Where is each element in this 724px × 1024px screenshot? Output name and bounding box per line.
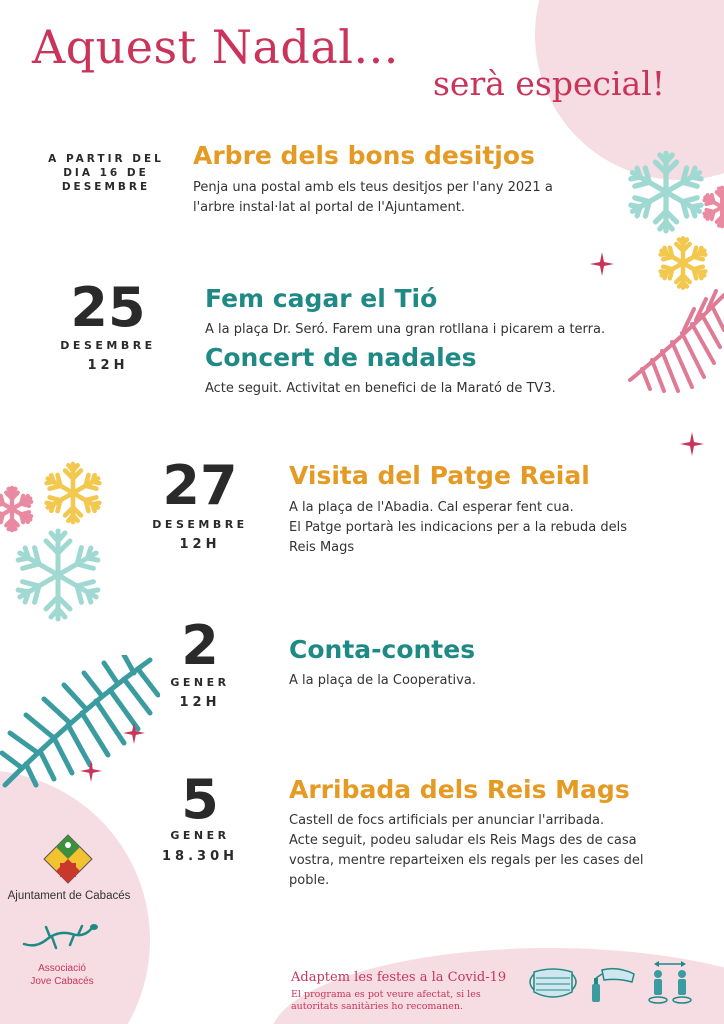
snowflake-icon: [700, 185, 724, 229]
event-date: [36, 152, 176, 194]
covid-note-line: autoritats sanitàries ho recomanen.: [291, 1001, 463, 1012]
event-day: 27: [162, 454, 238, 517]
event-title: Arbre dels bons desitjos: [193, 141, 535, 170]
event-day: 5: [181, 768, 219, 831]
event-description: [289, 498, 627, 558]
snowflake-icon: [8, 525, 108, 625]
event-title: Fem cagar el Tió: [205, 284, 438, 313]
event-description: [193, 178, 553, 218]
event-month: DESEMBRE: [60, 339, 156, 352]
page-title: Aquest Nadal...: [32, 20, 399, 74]
event-day: 25: [70, 276, 146, 339]
event-time: 18.30H: [162, 849, 238, 864]
event-time: 12H: [179, 537, 221, 552]
date-line: A PARTIR DEL: [48, 153, 164, 165]
star-sparkle-icon: [123, 722, 145, 744]
association-name: [0, 962, 124, 988]
face-mask-icon: [524, 966, 582, 1002]
council-name: Ajuntament de Cabacés: [7, 890, 131, 902]
description-line: vostra, mentre reparteixen els regals per les cases del: [289, 853, 644, 868]
event-title: Arribada dels Reis Mags: [289, 775, 630, 804]
event-description-secondary: Acte seguit. Activitat en benefici de la Marató de TV3.: [205, 381, 556, 396]
description-line: Acte seguit, podeu saludar els Reis Mags des de casa: [289, 833, 637, 848]
event-month: GENER: [170, 829, 230, 842]
star-sparkle-icon: [680, 432, 704, 456]
description-line: l'arbre instal·lat al portal de l'Ajuntament.: [193, 200, 465, 215]
date-line: DESEMBRE: [61, 181, 151, 193]
snowflake-icon: [655, 235, 711, 291]
event-day: 2: [181, 614, 219, 677]
coat-of-arms-icon: [42, 833, 94, 885]
snowflake-icon: [622, 148, 710, 236]
description-line: El Patge portarà les indicacions per a la rebuda dels: [289, 520, 627, 535]
page-subtitle: serà especial!: [433, 64, 666, 103]
description-line: Penja una postal amb els teus desitjos per l'any 2021 a: [193, 180, 553, 195]
event-title: Visita del Patge Reial: [289, 461, 590, 490]
star-sparkle-icon: [80, 760, 102, 782]
description-line: Reis Mags: [289, 540, 355, 555]
event-description: A la plaça de la Cooperativa.: [289, 673, 476, 688]
fern-branch-icon: [620, 285, 724, 395]
lizard-logo-icon: [22, 918, 100, 952]
event-description: [289, 811, 643, 891]
date-line: DIA 16 DE: [63, 167, 149, 179]
event-title: Conta-contes: [289, 635, 476, 664]
event-month: DESEMBRE: [152, 518, 248, 531]
description-line: A la plaça de l'Abadia. Cal esperar fent cua.: [289, 500, 574, 515]
social-distance-icon: [646, 960, 694, 1008]
hand-sanitizer-icon: [588, 962, 638, 1006]
association-line: Jove Cabacés: [30, 976, 94, 987]
description-line: Castell de focs artificials per anunciar l'arribada.: [289, 813, 605, 828]
event-description: A la plaça Dr. Seró. Farem una gran rotllana i picarem a terra.: [205, 322, 606, 337]
association-line: Associació: [38, 963, 86, 974]
covid-note: [291, 989, 521, 1013]
snowflake-icon: [40, 460, 106, 526]
event-time: 12H: [179, 695, 221, 710]
event-month: GENER: [170, 676, 230, 689]
event-time: 12H: [87, 358, 129, 373]
event-title-secondary: Concert de nadales: [205, 343, 477, 372]
description-line: poble.: [289, 873, 330, 888]
star-sparkle-icon: [590, 252, 614, 276]
covid-note-line: El programa es pot veure afectat, si les: [291, 989, 481, 1000]
covid-title: Adaptem les festes a la Covid-19: [291, 970, 507, 985]
